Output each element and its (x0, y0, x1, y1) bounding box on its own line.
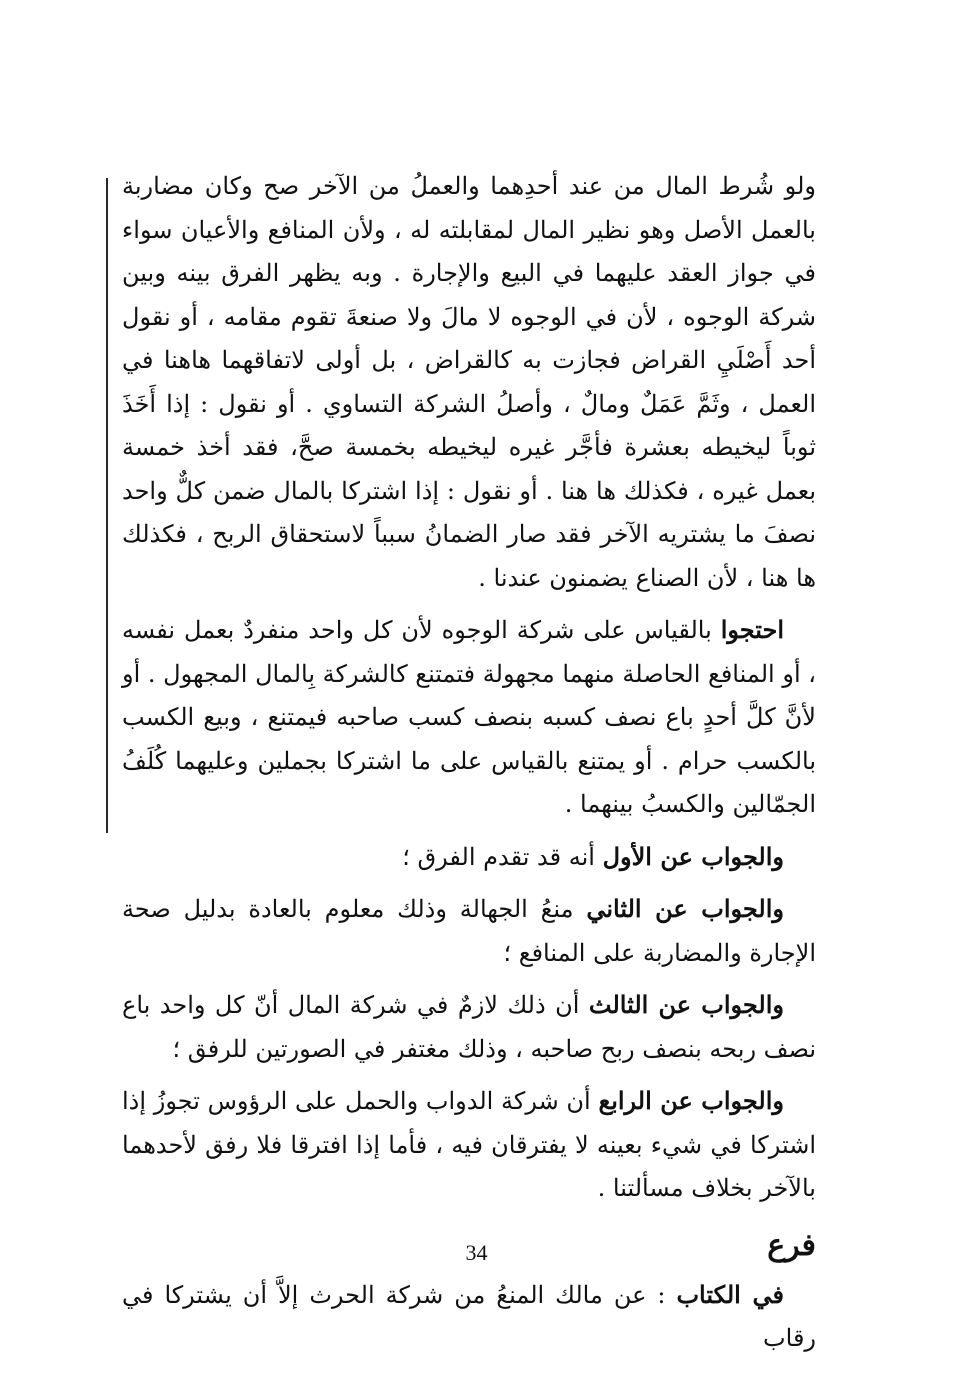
paragraph-5-text: أن ذلك لازمٌ في شركة المال أنّ كل واحد باع نصف ربحه بنصف ربح صاحبه ، وذلك مغتفر في الصورتين للرفق ؛ (122, 991, 816, 1063)
paragraph-1-text: ولو شُرط المال من عند أحدِهما والعملُ من الآخر صح وكان مضاربة بالعمل الأصل وهو نظير المال لمقابلته له ، ولأن المنافع والأعيان سواء في جواز العقد عليهما في البيع والإجارة . وبه يظهر الفرق بينه وبين شركة الوجوه ، لأن في الوجوه لا مالَ ولا صنعةَ تقوم مقامه ، أو نقول أحد أَصْلَيِ القراض فجازت به كالقراض ، بل أولى لاتفاقهما هاهنا في العمل ، وثَمَّ عَمَلٌ ومالٌ ، وأصلُ الشركة التساوي . أو نقول : إذا أَخَذَ ثوباً ليخيطه بعشرة فأجَّر غيره ليخيطه بخمسة صحَّ، فقد أخذ خمسة بعمل غيره ، فكذلك ها هنا . أو نقول : إذا اشتركا بالمال ضمن كلٌّ واحد نصفَ ما يشتريه الآخر فقد صار الضمانُ سبباً لاستحقاق الربح ، فكذلك ها هنا ، لأن الصناع يضمنون عندنا . (122, 172, 816, 592)
margin-vertical-rule (106, 178, 108, 833)
paragraph-4-text: منعُ الجهالة وذلك معلوم بالعادة بدليل صحة الإجارة والمضاربة على المنافع ؛ (122, 895, 816, 967)
paragraph-4-lead: والجواب عن الثاني (586, 894, 784, 923)
final-paragraph-lead: في الكتاب (676, 1279, 785, 1309)
paragraph-6-text: أن شركة الدواب والحمل على الرؤوس تجوزُ إذا اشتركا في شيء بعينه لا يفترقان فيه ، فأما إذا افترقا فلا رفق لأحدهما بالآخر بخلاف مسألتنا . (122, 1087, 816, 1202)
paragraph-6-lead: والجواب عن الرابع (598, 1086, 784, 1115)
paragraph-5 (122, 983, 816, 1071)
paragraph-2-lead: احتجوا (720, 615, 784, 644)
final-paragraph (122, 1273, 816, 1361)
section-heading: فرع (767, 1227, 816, 1263)
paragraph-2 (122, 608, 816, 827)
paragraph-4 (122, 887, 816, 975)
paragraph-1 (122, 164, 816, 600)
paragraph-2-text: بالقياس على شركة الوجوه لأن كل واحد منفردٌ بعمل نفسه ، أو المنافع الحاصلة منهما مجهولة فتمتنع كالشركة بِالمال المجهول . أو لأنَّ كلَّ أحدٍ باع نصف كسبه بنصف كسب صاحبه فيمتنع ، وبيع الكسب بالكسب حرام . أو يمتنع بالقياس على ما اشتركا بجملين وعليهما كُلَفُ الجمّالين والكسبُ بينهما . (122, 616, 816, 818)
paragraph-5-lead: والجواب عن الثالث (588, 990, 784, 1019)
page-number: 34 (465, 1240, 488, 1265)
paragraph-3 (122, 835, 816, 880)
final-paragraph-text: : عن مالك المنعُ من شركة الحرث إلاَّ أن يشتركا في رقاب (122, 1280, 816, 1352)
paragraph-3-text: أنه قد تقدم الفرق ؛ (402, 842, 603, 871)
paragraph-6 (122, 1079, 816, 1211)
body-text (122, 164, 816, 1369)
paragraph-3-lead: والجواب عن الأول (602, 841, 784, 871)
